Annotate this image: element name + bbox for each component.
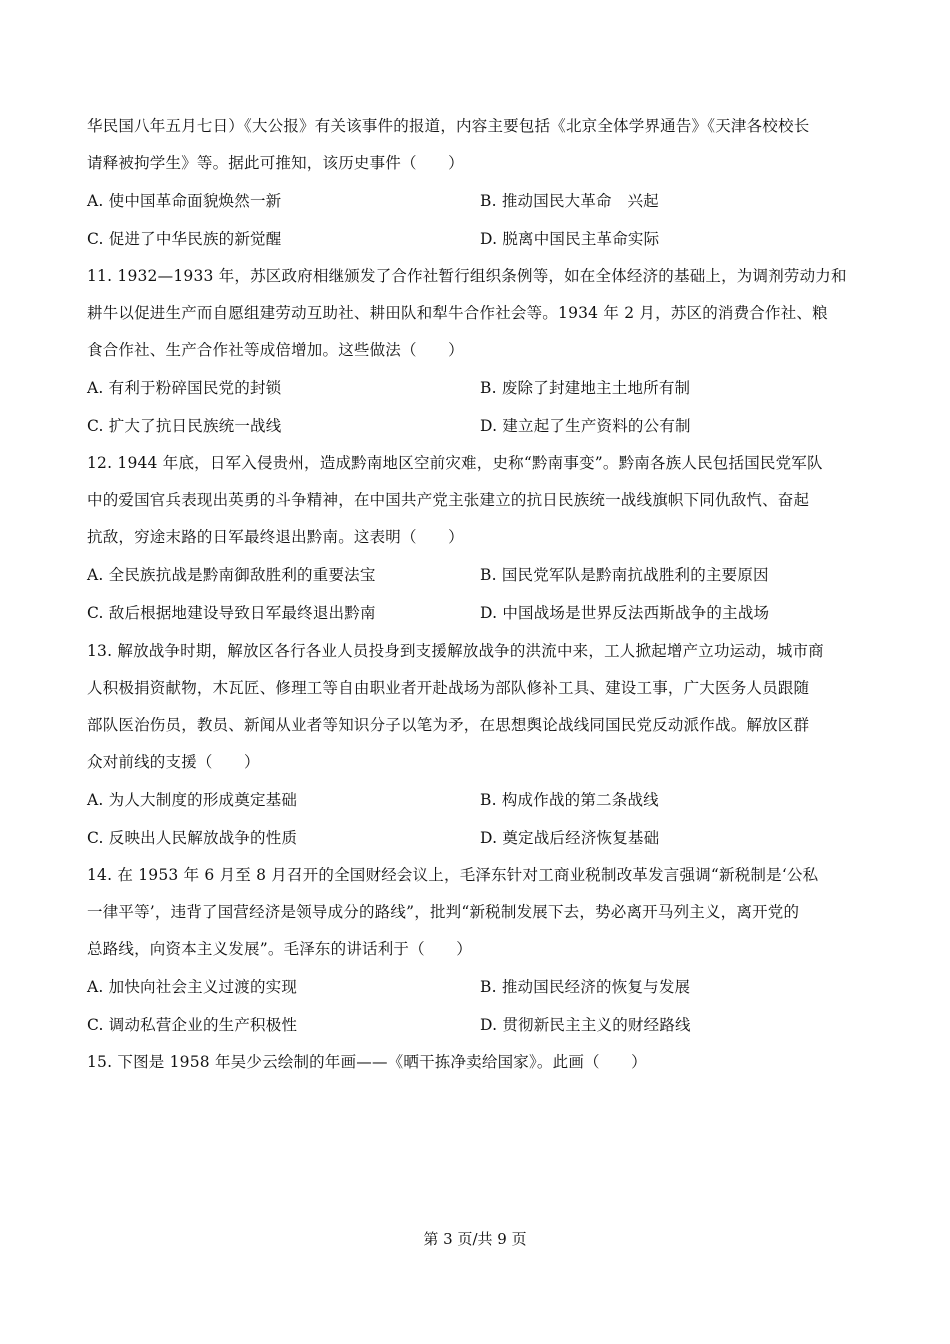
q13-option-b: B. 构成作战的第二条战线 xyxy=(480,791,659,809)
q10-option-b: B. 推动国民大革命 兴起 xyxy=(480,192,659,210)
q13-stem-line-4: 众对前线的支援（ ） xyxy=(87,753,260,771)
q11-option-c: C. 扩大了抗日民族统一战线 xyxy=(87,417,282,435)
q11-option-d: D. 建立起了生产资料的公有制 xyxy=(480,417,691,435)
q14-option-a: A. 加快向社会主义过渡的实现 xyxy=(87,978,298,996)
q13-option-c: C. 反映出人民解放战争的性质 xyxy=(87,829,298,847)
q10-stem-line-1: 华民国八年五月七日）《大公报》有关该事件的报道，内容主要包括《北京全体学界通告》《天津各校校长 xyxy=(87,117,810,135)
q14-stem-line-1: 14. 在 1953 年 6 月至 8 月召开的全国财经会议上，毛泽东针对工商业税制改革发言强调“新税制是‘公私 xyxy=(87,866,819,884)
q15-stem-line-1: 15. 下图是 1958 年吴少云绘制的年画——《晒干拣净卖给国家》。此画（ ） xyxy=(87,1053,647,1071)
q10-option-a: A. 使中国革命面貌焕然一新 xyxy=(87,192,282,210)
q13-stem-line-3: 部队医治伤员，教员、新闻从业者等知识分子以笔为矛，在思想舆论战线同国民党反动派作战。解放区群 xyxy=(87,716,810,734)
q13-stem-line-1: 13. 解放战争时期，解放区各行各业人员投身到支援解放战争的洪流中来，工人掀起增产立功运动，城市商 xyxy=(87,642,824,660)
q11-stem-line-3: 食合作社、生产合作社等成倍增加。这些做法（ ） xyxy=(87,341,464,359)
q14-option-b: B. 推动国民经济的恢复与发展 xyxy=(480,978,691,996)
q12-stem-line-2: 中的爱国官兵表现出英勇的斗争精神，在中国共产党主张建立的抗日民族统一战线旗帜下同仇敌忾、奋起 xyxy=(87,491,810,509)
q10-option-c: C. 促进了中华民族的新觉醒 xyxy=(87,230,282,248)
q12-option-a: A. 全民族抗战是黔南御敌胜利的重要法宝 xyxy=(87,566,376,584)
q14-stem-line-2: 一律平等’，违背了国营经济是领导成分的路线”，批判“新税制发展下去，势必离开马列主义，离开党的 xyxy=(87,903,800,921)
q14-option-c: C. 调动私营企业的生产积极性 xyxy=(87,1016,298,1034)
q12-option-b: B. 国民党军队是黔南抗战胜利的主要原因 xyxy=(480,566,769,584)
q12-stem-line-3: 抗敌，穷途末路的日军最终退出黔南。这表明（ ） xyxy=(87,528,464,546)
q12-option-d: D. 中国战场是世界反法西斯战争的主战场 xyxy=(480,604,770,622)
q11-stem-line-1: 11. 1932—1933 年，苏区政府相继颁发了合作社暂行组织条例等，如在全体经济的基础上，为调剂劳动力和 xyxy=(87,267,847,285)
q13-option-d: D. 奠定战后经济恢复基础 xyxy=(480,829,660,847)
q12-stem-line-1: 12. 1944 年底，日军入侵贵州，造成黔南地区空前灾难，史称“黔南事变”。黔南各族人民包括国民党军队 xyxy=(87,454,823,472)
q10-option-d: D. 脱离中国民主革命实际 xyxy=(480,230,660,248)
page-number-footer: 第 3 页/共 9 页 xyxy=(423,1230,527,1248)
q14-option-d: D. 贯彻新民主主义的财经路线 xyxy=(480,1016,691,1034)
q11-stem-line-2: 耕牛以促进生产而自愿组建劳动互助社、耕田队和犁牛合作社会等。1934 年 2 月，苏区的消费合作社、粮 xyxy=(87,304,828,322)
q14-stem-line-3: 总路线，向资本主义发展”。毛泽东的讲话利于（ ） xyxy=(87,940,472,958)
q13-stem-line-2: 人积极捐资献物，木瓦匠、修理工等自由职业者开赴战场为部队修补工具、建设工事，广大医务人员跟随 xyxy=(87,679,810,697)
q11-option-b: B. 废除了封建地主土地所有制 xyxy=(480,379,691,397)
q10-stem-line-2: 请释被拘学生》等。据此可推知，该历史事件（ ） xyxy=(87,154,464,172)
q11-option-a: A. 有利于粉碎国民党的封锁 xyxy=(87,379,282,397)
q12-option-c: C. 敌后根据地建设导致日军最终退出黔南 xyxy=(87,604,376,622)
q13-option-a: A. 为人大制度的形成奠定基础 xyxy=(87,791,298,809)
